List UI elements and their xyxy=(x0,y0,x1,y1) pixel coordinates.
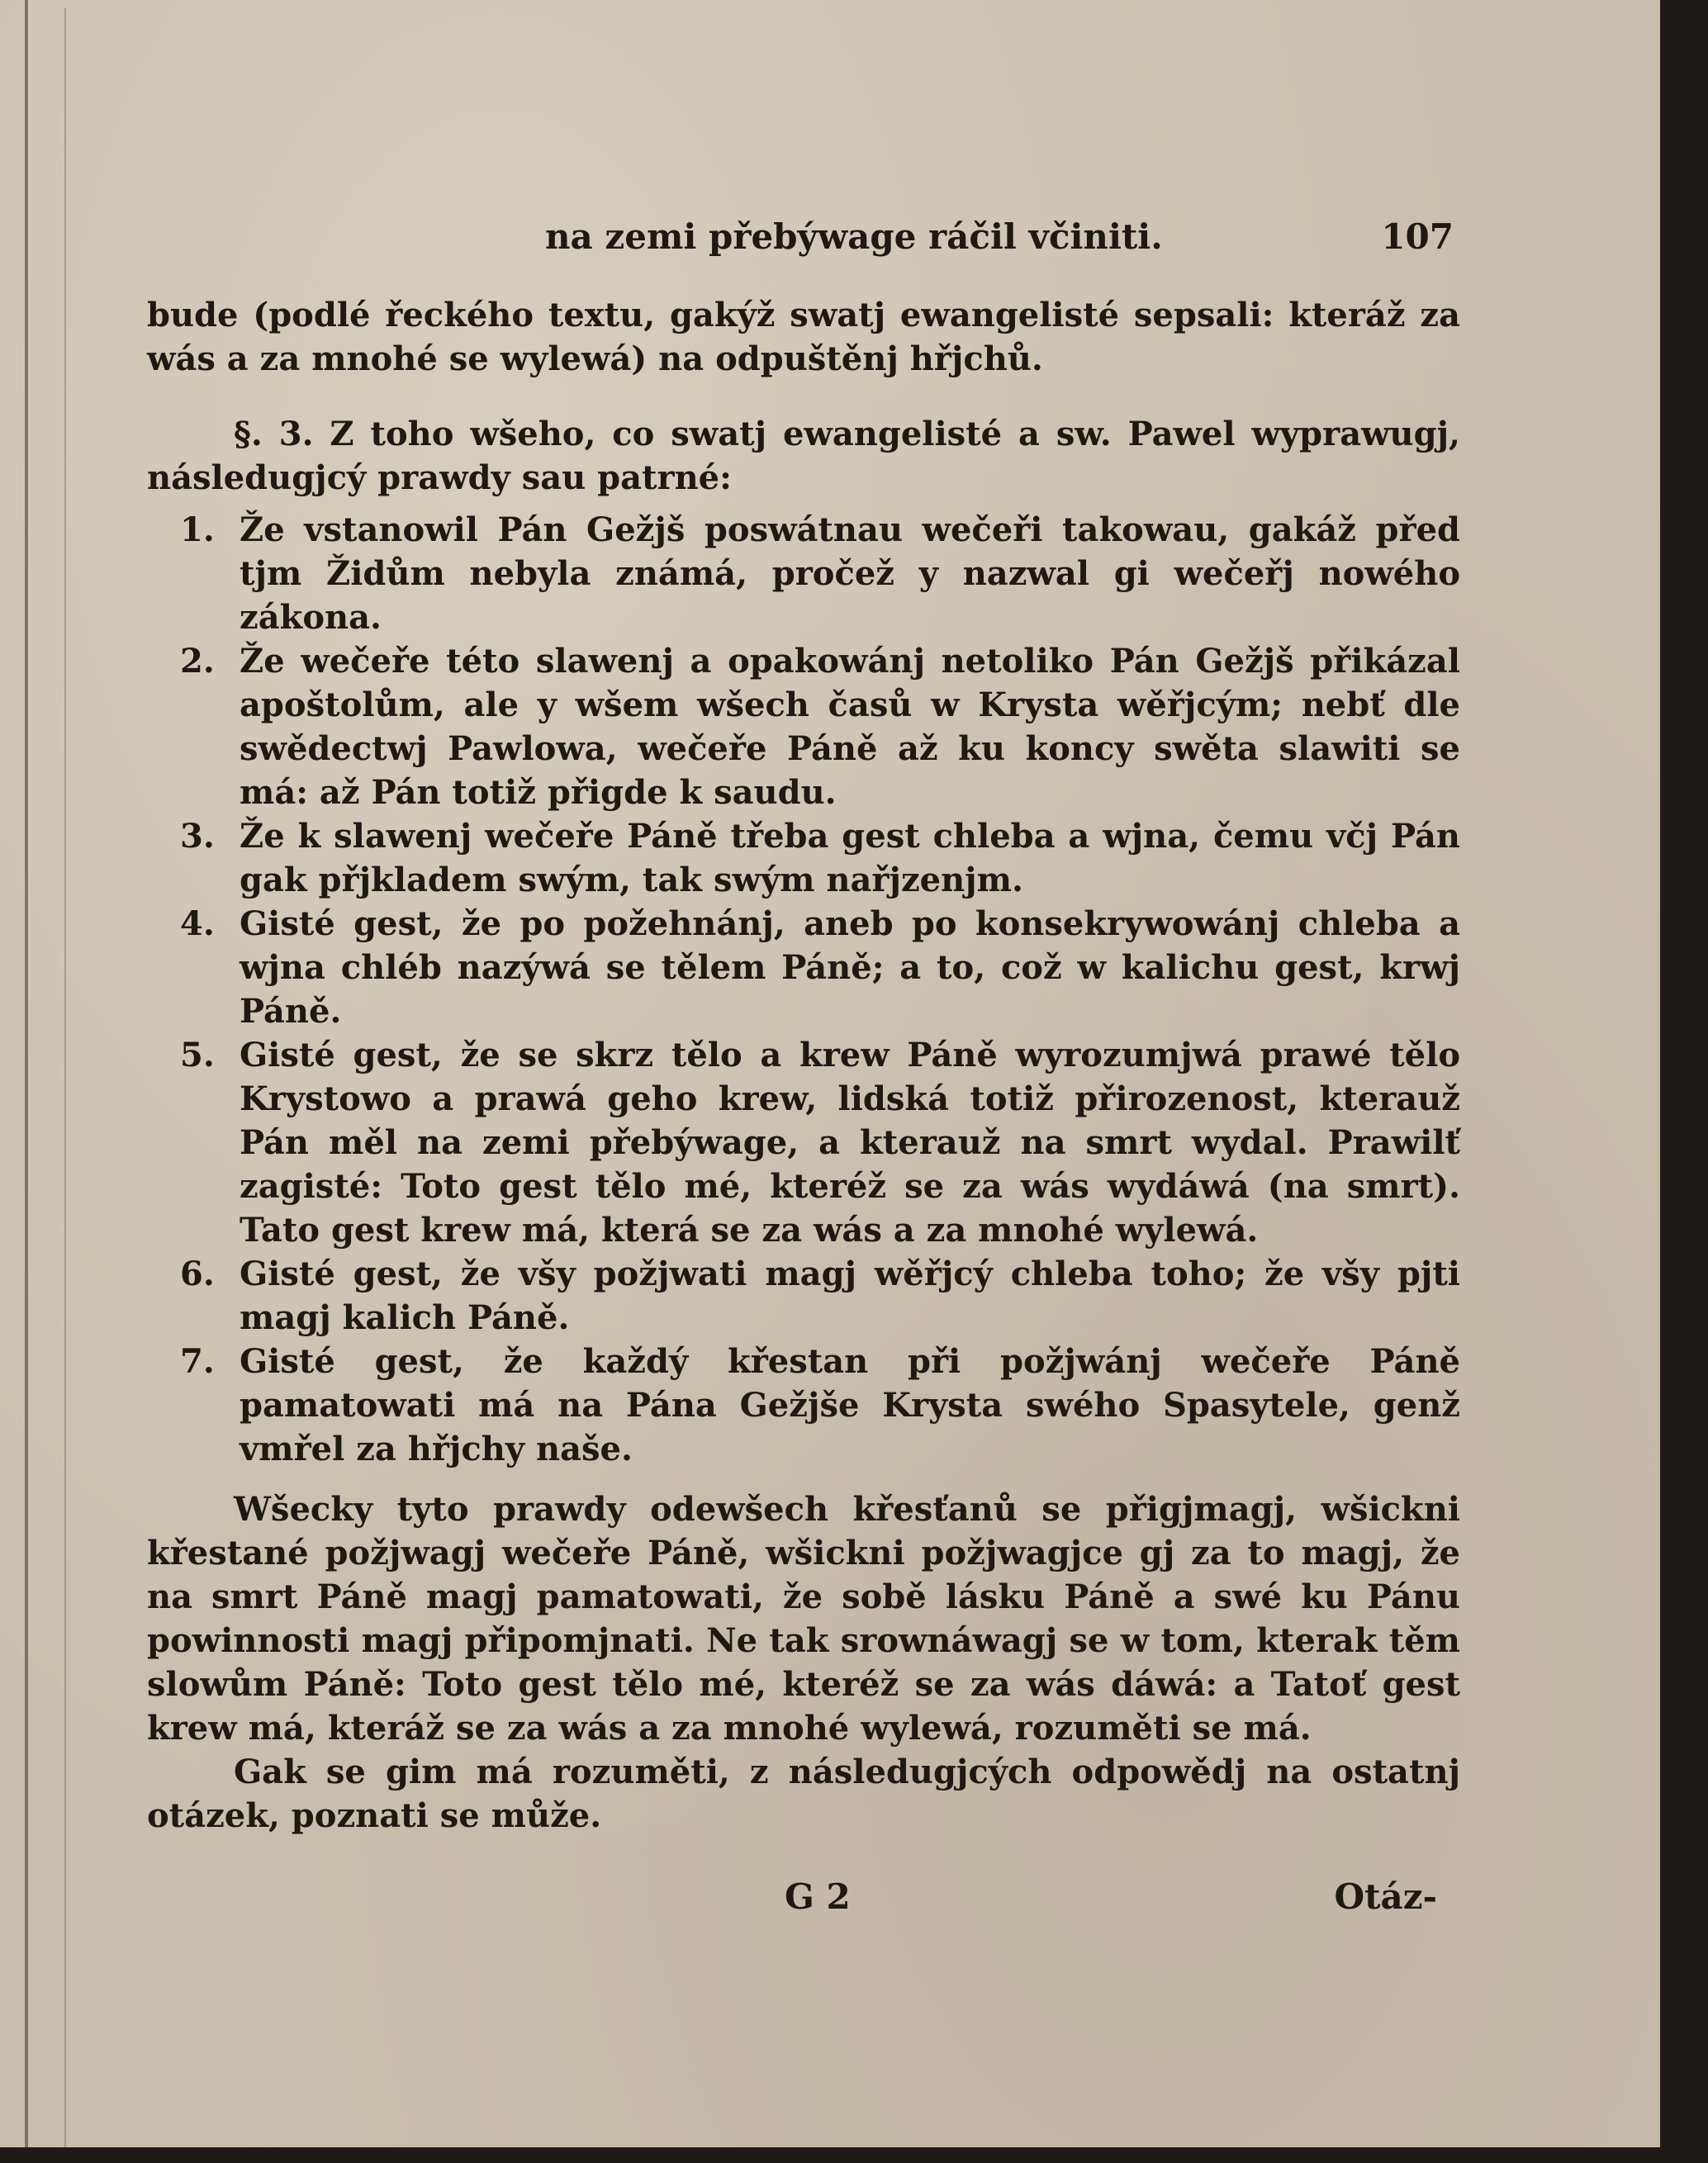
page-number: 107 xyxy=(1381,216,1454,257)
list-item xyxy=(147,1340,1460,1471)
binding-gutter-shadow xyxy=(64,8,66,2147)
item-number: 4. xyxy=(180,904,215,943)
list-item xyxy=(147,1033,1460,1252)
closing-paragraph: Wšecky tyto prawdy odewšech křesťanů se přigjmagj, wšickni křestané požjwagj wečeře Páně, wšickni požjwagjce gj za to magj, že na smrt Páně magj pamatowati, že sobě lásku Páně a swé ku Pánu powinnosti magj připomjnati. Ne tak srownáwagj se w tom, kterak těm slowům Páně: Toto gest tělo mé, kteréž se za wás dáwá: a Tatoť gest krew má, kteráž se za wás a za mnohé wylewá, rozuměti se má. xyxy=(147,1490,1460,1748)
item-text: Že wečeře této slawenj a opakowánj netoliko Pán Gežjš přikázal apoštolům, ale y wšem wšech časů w Krysta wěřjcým; nebť dle swědectwj Pawlowa, wečeře Páně až ku koncy swěta slawiti se má: až Pán totiž přigde k saudu. xyxy=(240,642,1460,812)
list-item xyxy=(147,508,1460,639)
signature-mark: G 2 xyxy=(785,1876,851,1917)
item-number: 5. xyxy=(180,1036,215,1074)
item-number: 3. xyxy=(180,817,215,856)
opening-paragraph: bude (podlé řeckého textu, gakýž swatj ewangelisté sepsali: kteráž za wás a za mnohé se wylewá) na odpuštěnj hřjchů. xyxy=(147,296,1460,378)
truths-list xyxy=(147,508,1460,1471)
scan-border-right xyxy=(1660,0,1708,2163)
binding-gutter-line xyxy=(25,0,28,2147)
section-paragraph: §. 3. Z toho wšeho, co swatj ewangelisté a sw. Pawel wyprawugj, následugjcý prawdy sau patrné: xyxy=(147,415,1460,497)
page-header xyxy=(149,216,1454,266)
item-text: Že vstanowil Pán Gežjš poswátnau wečeři takowau, gakáž před tjm Židům nebyla známá, pročež y nazwal gi wečeřj nowého zákona. xyxy=(240,510,1460,637)
item-text: Gisté gest, že se skrz tělo a krew Páně wyrozumjwá prawé tělo Krystowo a prawá geho krew, lidská totiž přirozenost, kterauž Pán měl na zemi přebýwage, a kterauž na smrt wydal. Prawilť zagisté: Toto gest tělo mé, kteréž se za wás wydáwá (na smrt). Tato gest krew má, která se za wás a za mnohé wylewá. xyxy=(240,1036,1460,1250)
page-footer xyxy=(149,1876,1437,1926)
final-paragraph: Gak se gim má rozuměti, z následugjcých odpowědj na ostatnj otázek, poznati se může. xyxy=(147,1753,1460,1835)
item-number: 2. xyxy=(180,642,215,681)
item-text: Gisté gest, že po požehnánj, aneb po konsekrywowánj chleba a wjna chléb nazýwá se tělem Páně; a to, což w kalichu gest, krwj Páně. xyxy=(240,904,1460,1031)
item-text: Že k slawenj wečeře Páně třeba gest chleba a wjna, čemu včj Pán gak přjkladem swým, tak swým nařjzenjm. xyxy=(240,817,1460,899)
catchword: Otáz- xyxy=(1334,1876,1437,1917)
item-text: Gisté gest, že každý křestan při požjwánj wečeře Páně pamatowati má na Pána Gežjše Krysta swého Spasytele, genž vmřel za hřjchy naše. xyxy=(240,1342,1460,1468)
list-item xyxy=(147,639,1460,814)
list-item xyxy=(147,1252,1460,1340)
page-body xyxy=(147,293,1460,1838)
item-number: 7. xyxy=(180,1342,215,1381)
item-number: 1. xyxy=(180,510,215,549)
scan-border-bottom xyxy=(0,2147,1708,2163)
item-number: 6. xyxy=(180,1255,215,1293)
list-item xyxy=(147,902,1460,1033)
item-text: Gisté gest, že všy požjwati magj wěřjcý chleba toho; že všy pjti magj kalich Páně. xyxy=(240,1255,1460,1337)
running-title: na zemi přebýwage ráčil včiniti. xyxy=(545,216,1163,257)
list-item xyxy=(147,814,1460,902)
